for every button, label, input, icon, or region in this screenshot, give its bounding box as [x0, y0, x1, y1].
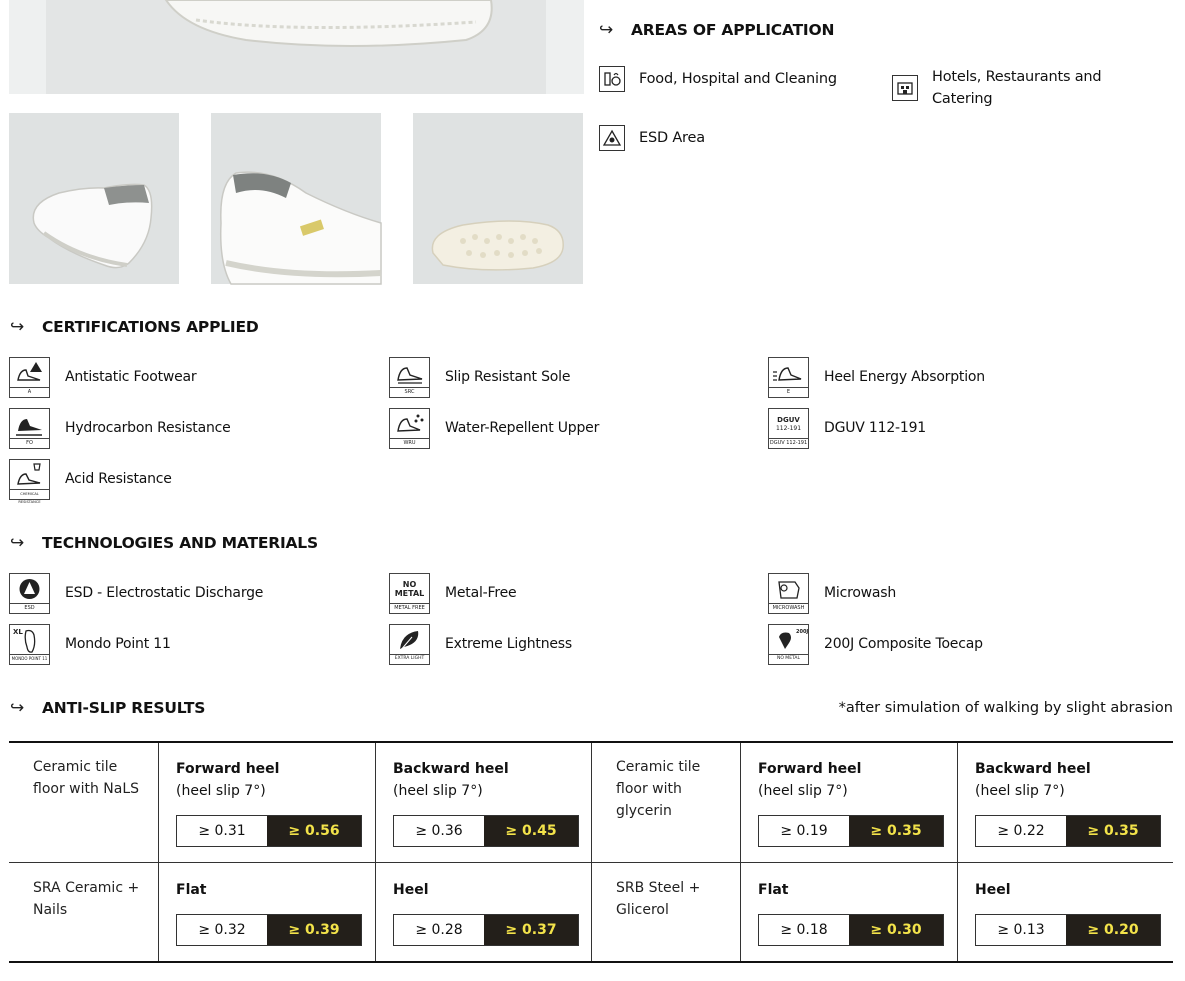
cert-code: E [769, 387, 808, 396]
area-item-esd [599, 125, 705, 151]
cert-code: SRC [390, 387, 429, 396]
cert-item [768, 407, 926, 449]
certifications-title: CERTIFICATIONS APPLIED [42, 318, 259, 336]
antislip-table [9, 741, 1173, 963]
required-value: ≥ 0.28 [394, 915, 484, 945]
test-sub: (heel slip 7°) [393, 783, 483, 799]
test-cell [758, 758, 861, 802]
tech-label: Microwash [824, 585, 897, 601]
food-hospital-icon [599, 66, 625, 92]
cert-label: Water-Repellent Upper [445, 420, 600, 436]
result-box [393, 914, 579, 946]
technologies-heading [10, 533, 318, 553]
test-head: Backward heel [975, 761, 1091, 777]
svg-text:112-191: 112-191 [775, 424, 802, 432]
measured-value: ≥ 0.39 [267, 915, 361, 945]
tech-label: Extreme Lightness [445, 636, 572, 652]
cert-code: A [10, 387, 49, 396]
main-product-image[interactable] [9, 0, 584, 94]
antislip-heading [10, 698, 205, 718]
svg-text:METAL: METAL [394, 588, 425, 598]
required-value: ≥ 0.22 [976, 816, 1066, 846]
test-cell [758, 879, 789, 901]
acid-resistance-icon [9, 459, 50, 504]
cert-item [9, 356, 197, 398]
test-cell [176, 758, 279, 802]
svg-text:XL: XL [13, 627, 23, 636]
measured-value: ≥ 0.20 [1066, 915, 1160, 945]
antistatic-icon [9, 357, 50, 398]
hydrocarbon-icon [9, 408, 50, 449]
tech-label: Mondo Point 11 [65, 636, 171, 652]
cert-item [9, 458, 172, 504]
surface-label: Ceramic tile floor with glycerin [616, 759, 701, 819]
technologies-title: TECHNOLOGIES AND MATERIALS [42, 534, 318, 552]
cert-label: Slip Resistant Sole [445, 369, 571, 385]
tech-label: ESD - Electrostatic Discharge [65, 585, 264, 601]
heel-energy-icon [768, 357, 809, 398]
test-cell [176, 879, 207, 901]
thumbnail-1[interactable] [9, 113, 179, 284]
certifications-heading [10, 317, 259, 337]
tech-code: METAL FREE [390, 603, 429, 612]
metal-free-icon [389, 573, 430, 614]
area-label: Hotels, Restaurants and Catering [932, 69, 1102, 107]
cert-code: CHEMICAL RESISTANCE [10, 489, 49, 498]
required-value: ≥ 0.19 [759, 816, 849, 846]
area-label: ESD Area [639, 130, 705, 146]
antislip-note: *after simulation of walking by slight abrasion [838, 700, 1173, 716]
table-row [9, 743, 1173, 862]
tech-item [9, 572, 263, 614]
tech-label: Metal-Free [445, 585, 517, 601]
thumbnail-3[interactable] [413, 113, 583, 284]
test-sub: (heel slip 7°) [176, 783, 266, 799]
return-arrow-icon: ↪ [10, 317, 25, 337]
result-box [758, 815, 944, 847]
tech-label: 200J Composite Toecap [824, 636, 983, 652]
return-arrow-icon: ↪ [10, 698, 25, 718]
tech-item [389, 623, 572, 665]
cert-item [9, 407, 231, 449]
water-repellent-icon [389, 408, 430, 449]
cert-label: Antistatic Footwear [65, 369, 197, 385]
cert-item [389, 407, 599, 449]
test-sub: (heel slip 7°) [975, 783, 1065, 799]
areas-heading [599, 20, 834, 40]
slip-resistant-icon [389, 357, 430, 398]
test-cell [393, 758, 509, 802]
result-box [176, 815, 362, 847]
return-arrow-icon: ↪ [10, 533, 25, 553]
result-box [176, 914, 362, 946]
result-box [393, 815, 579, 847]
test-sub: (heel slip 7°) [758, 783, 848, 799]
mondo-point-icon [9, 624, 50, 665]
required-value: ≥ 0.36 [394, 816, 484, 846]
test-head: Flat [758, 882, 789, 898]
result-box [758, 914, 944, 946]
antislip-title: ANTI-SLIP RESULTS [42, 699, 206, 717]
test-head: Heel [975, 882, 1011, 898]
measured-value: ≥ 0.35 [1066, 816, 1160, 846]
test-head: Flat [176, 882, 207, 898]
test-cell [393, 879, 429, 901]
surface-label: SRA Ceramic + Nails [33, 880, 140, 918]
area-item-food [599, 66, 837, 92]
cert-label: Hydrocarbon Resistance [65, 420, 231, 436]
tech-code: MICROWASH [769, 603, 808, 612]
esd-icon [9, 573, 50, 614]
cert-label: Heel Energy Absorption [824, 369, 985, 385]
cert-item [389, 356, 570, 398]
table-row [9, 863, 1173, 963]
tech-item [9, 623, 171, 665]
dguv-icon [768, 408, 809, 449]
microwash-icon [768, 573, 809, 614]
tech-code: NO METAL [769, 654, 808, 663]
tech-item [768, 623, 983, 665]
feather-icon [389, 624, 430, 665]
test-cell [975, 758, 1091, 802]
cert-label: DGUV 112-191 [824, 420, 926, 436]
required-value: ≥ 0.18 [759, 915, 849, 945]
toecap-icon [768, 624, 809, 665]
measured-value: ≥ 0.37 [484, 915, 578, 945]
svg-text:DGUV: DGUV [777, 415, 800, 424]
required-value: ≥ 0.13 [976, 915, 1066, 945]
test-head: Forward heel [176, 761, 280, 777]
area-label: Food, Hospital and Cleaning [639, 71, 837, 87]
measured-value: ≥ 0.56 [267, 816, 361, 846]
return-arrow-icon: ↪ [599, 20, 614, 40]
cert-code: DGUV 112-191 [769, 439, 808, 446]
tech-code: ESD [10, 603, 49, 612]
cert-code: FO [10, 438, 49, 447]
thumbnail-2[interactable] [211, 113, 381, 284]
result-box [975, 914, 1161, 946]
svg-text:NO: NO [402, 579, 417, 589]
cert-item [768, 356, 985, 398]
tech-code: EXTRA LIGHT [390, 654, 429, 663]
areas-title: AREAS OF APPLICATION [631, 21, 835, 39]
surface-label: SRB Steel + Glicerol [616, 880, 701, 918]
cert-code: WRU [390, 438, 429, 447]
area-item-hotel [892, 66, 1132, 110]
tech-item [389, 572, 516, 614]
test-head: Forward heel [758, 761, 862, 777]
cert-label: Acid Resistance [65, 471, 172, 487]
measured-value: ≥ 0.45 [484, 816, 578, 846]
surface-label: Ceramic tile floor with NaLS [33, 759, 140, 797]
required-value: ≥ 0.32 [177, 915, 267, 945]
hotel-icon [892, 75, 918, 101]
esd-area-icon [599, 125, 625, 151]
test-cell [975, 879, 1011, 901]
measured-value: ≥ 0.35 [849, 816, 943, 846]
result-box [975, 815, 1161, 847]
measured-value: ≥ 0.30 [849, 915, 943, 945]
test-head: Heel [393, 882, 429, 898]
svg-text:200J: 200J [796, 628, 809, 635]
tech-item [768, 572, 896, 614]
tech-code: MONDO POINT 11 [11, 655, 48, 661]
test-head: Backward heel [393, 761, 509, 777]
required-value: ≥ 0.31 [177, 816, 267, 846]
